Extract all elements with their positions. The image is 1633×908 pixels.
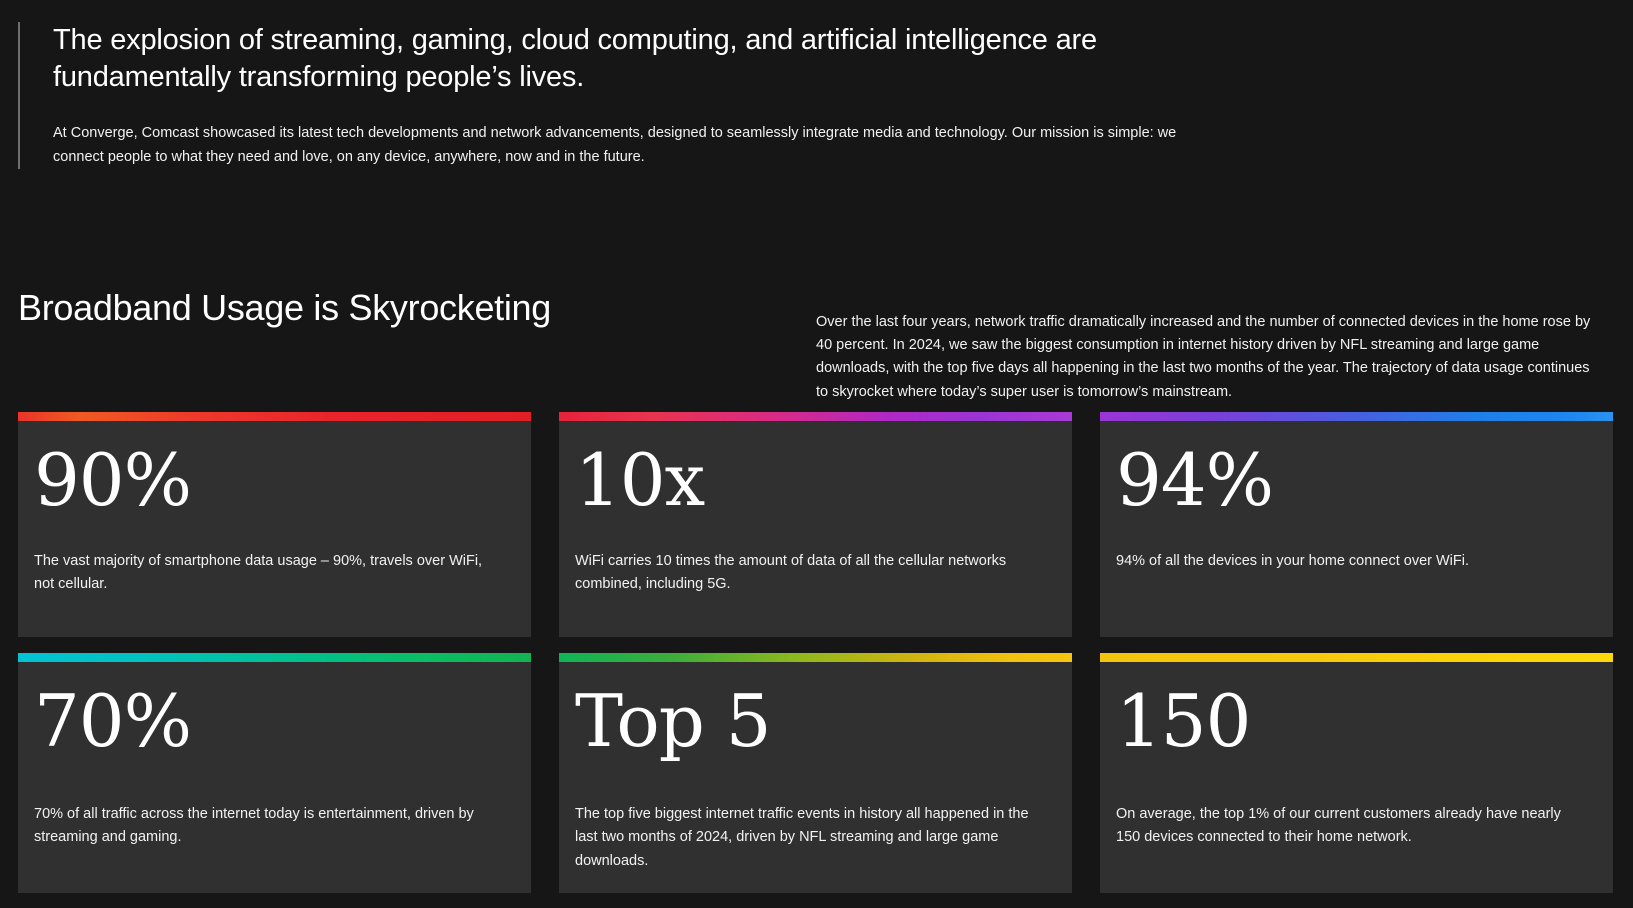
stat-description: 94% of all the devices in your home connect over WiFi. (1116, 553, 1469, 569)
stat-value: 94% (1116, 438, 1274, 522)
intro-headline: The explosion of streaming, gaming, cloud computing, and artificial intelligence are fundamentally transforming people’s lives. (53, 24, 1097, 94)
stat-card (1100, 653, 1613, 893)
stat-accent-bar (559, 412, 1072, 421)
stat-grid (18, 412, 1615, 893)
stat-description: The vast majority of smartphone data usage – 90%, travels over WiFi, not cellular. (34, 553, 483, 593)
stat-value: 150 (1116, 679, 1251, 763)
stat-value: 70% (34, 679, 192, 763)
stat-card (559, 653, 1072, 893)
stat-accent-bar (18, 412, 531, 421)
stat-accent-bar (1100, 412, 1613, 421)
stat-description: WiFi carries 10 times the amount of data of all the cellular networks combined, including 5G. (575, 553, 1007, 593)
intro-body: At Converge, Comcast showcased its latest tech developments and network advancements, designed to seamlessly integrate media and technology. Our mission is simple: we connect people to what they need and love, on any device, anywhere, now and in the future. (53, 125, 1177, 165)
stat-card (18, 653, 531, 893)
stat-description: 70% of all traffic across the internet today is entertainment, driven by streaming and gaming. (34, 806, 474, 846)
stat-value: 10x (575, 438, 705, 522)
stat-description: The top five biggest internet traffic events in history all happened in the last two months of 2024, driven by NFL streaming and large game downloads. (575, 806, 1029, 869)
stat-accent-bar (559, 653, 1072, 662)
stat-value: Top 5 (575, 679, 771, 763)
section-description: Over the last four years, network traffic dramatically increased and the number of connected devices in the home rose by 40 percent. In 2024, we saw the biggest consumption in internet history driven by NFL streaming and large game downloads, with the top five days all happening in the last two months of the year. The trajectory of data usage continues to skyrocket where today’s super user is tomorrow’s mainstream. (816, 313, 1591, 400)
section-title: Broadband Usage is Skyrocketing (18, 287, 552, 328)
stat-card (1100, 412, 1613, 637)
intro-block (18, 22, 1218, 169)
stat-card (559, 412, 1072, 637)
stat-accent-bar (1100, 653, 1613, 662)
stat-accent-bar (18, 653, 531, 662)
stat-card (18, 412, 531, 637)
stat-value: 90% (34, 438, 192, 522)
stat-description: On average, the top 1% of our current customers already have nearly 150 devices connected to their home network. (1116, 806, 1561, 846)
